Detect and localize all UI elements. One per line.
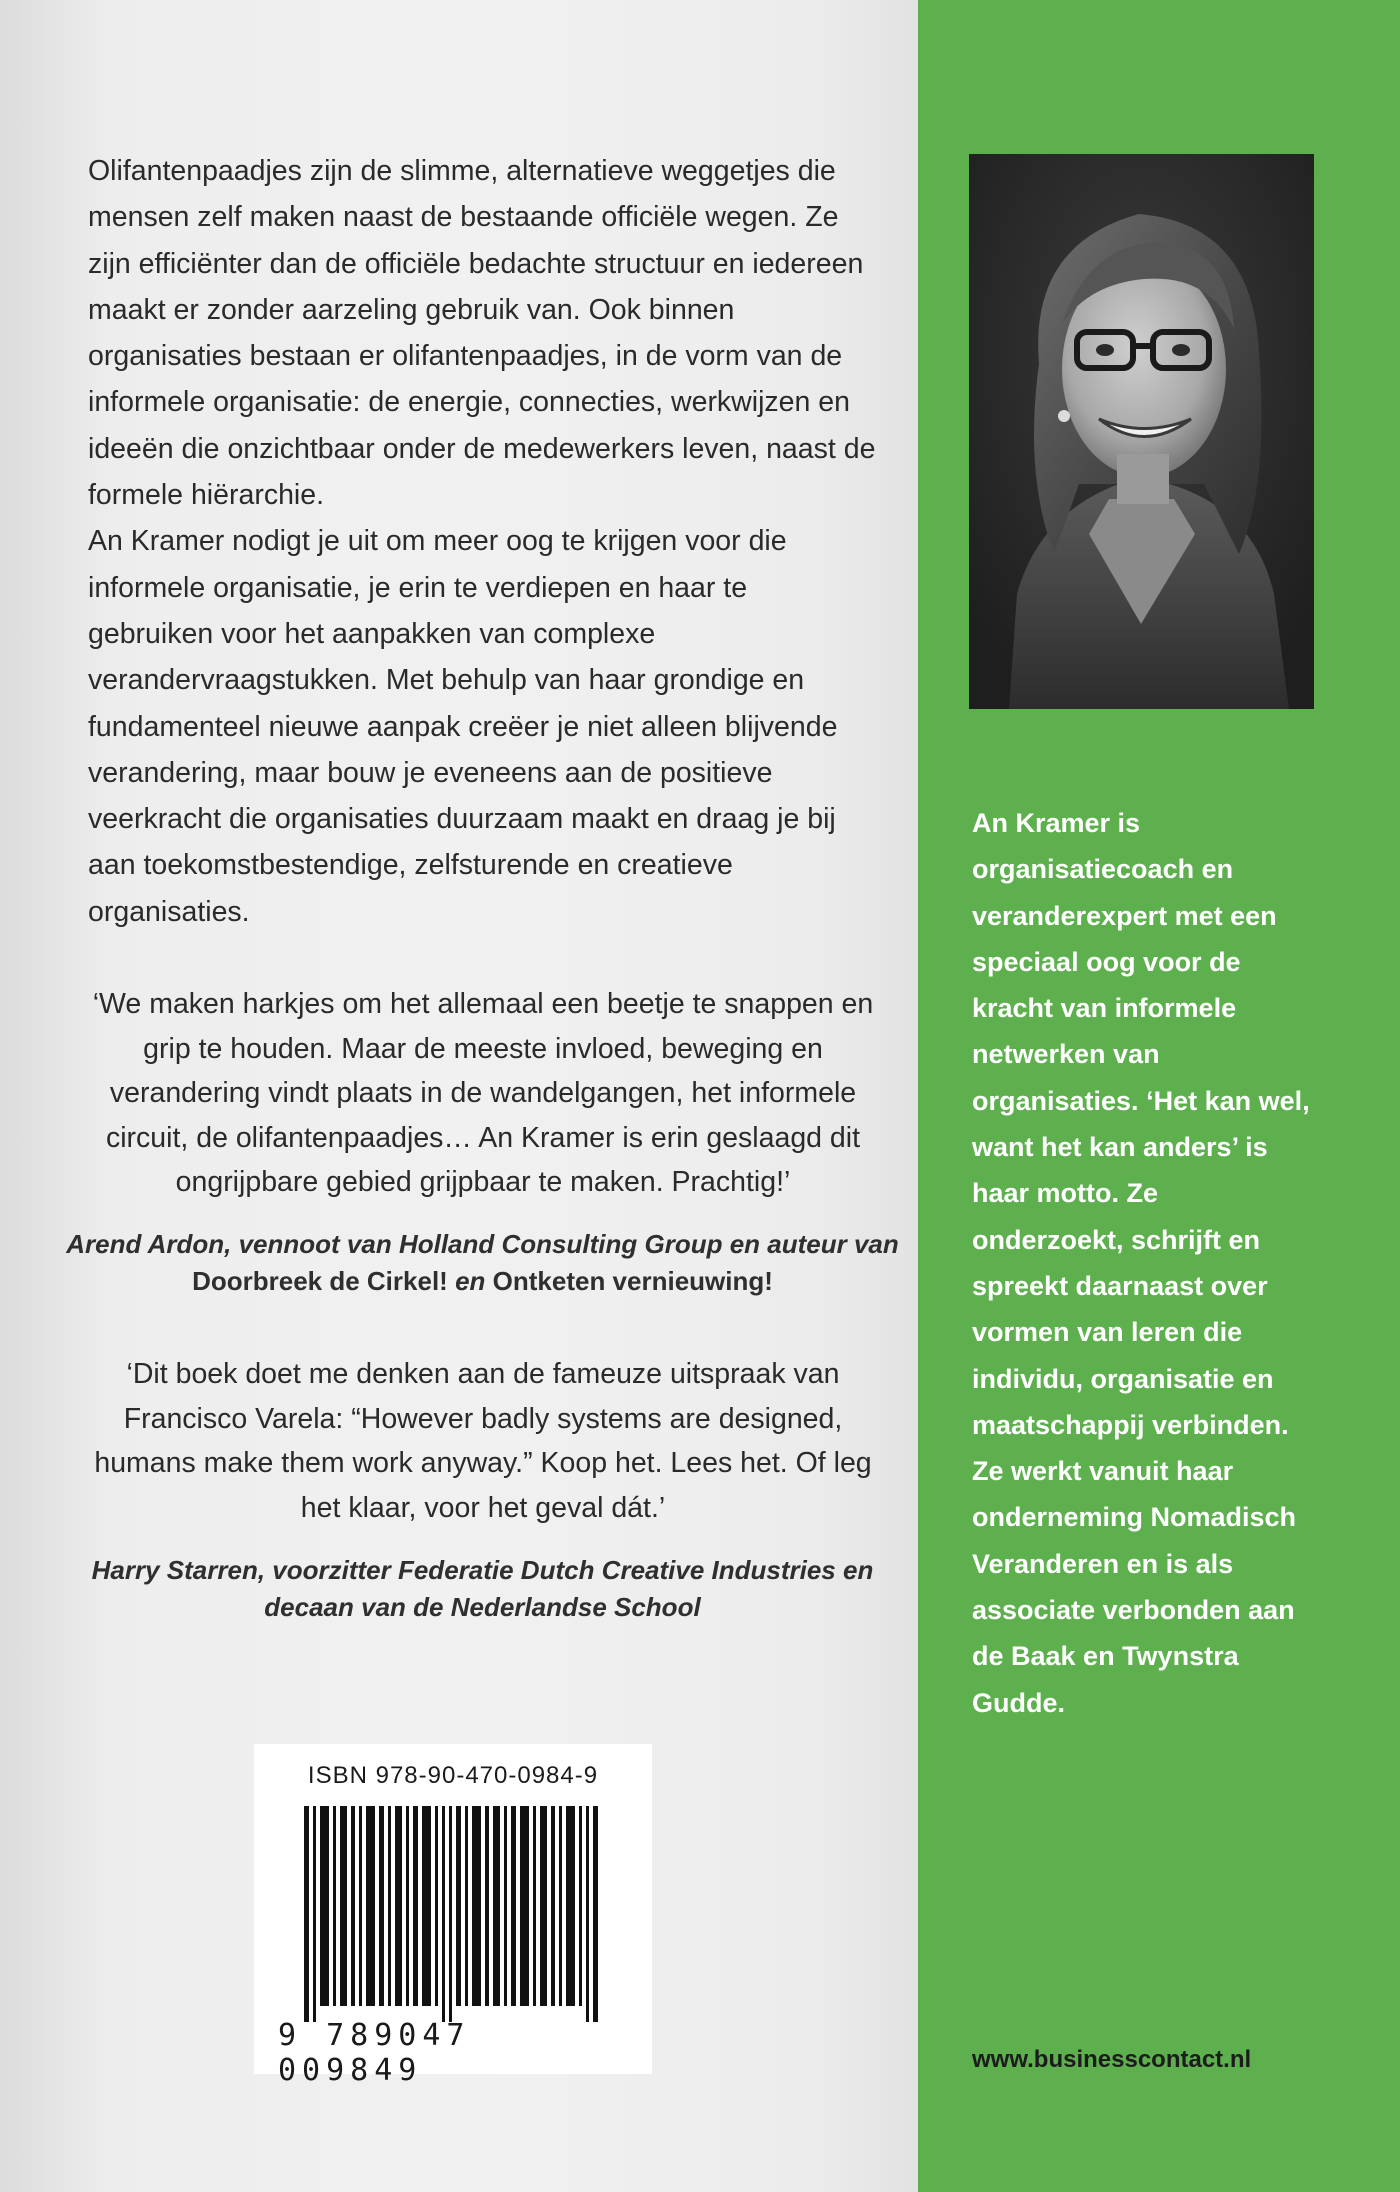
author-bio: An Kramer is organisatiecoach en veranderexpert met een speciaal oog voor de kracht van informele netwerken van organisaties. ‘Het kan wel, want het kan anders’ is haar motto. Ze onderzoekt, schrijft en spreekt daarnaast over vormen van leren die individu, organisatie en maatschappij verbinden. Ze werkt vanuit haar onderneming Nomadisch Veranderen en is als associate verbonden aan de Baak en Twynstra Gudde.: [972, 808, 1310, 1718]
blurb-text: [88, 148, 878, 935]
attribution-1-book-2: Ontketen vernieuwing!: [492, 1265, 773, 1296]
isbn-label: ISBN 978-90-470-0984-9: [307, 1762, 599, 1789]
barcode-bars: [254, 1806, 652, 2022]
isbn-barcode: [254, 1744, 652, 2088]
blurb-paragraph-1: Olifantenpaadjes zijn de slimme, alternatieve weggetjes die mensen zelf maken naast de bestaande officiële wegen. Ze zijn efficiënter dan de officiële bedachte structuur en iedereen maakt er zonder aarzeling gebruik van. Ook binnen organisaties bestaan er olifantenpaadjes, in de vorm van de informele organisatie: de energie, connecties, werkwijzen en ideeën die onzichtbaar onder de medewerkers leven, naast de formele hiërarchie.: [88, 155, 876, 512]
barcode-digits: 9 789047 009849: [278, 2018, 471, 2088]
attribution-1-book-1: Doorbreek de Cirkel!: [192, 1265, 448, 1296]
author-portrait-image: [969, 154, 1314, 709]
review-quote-1: ‘We maken harkjes om het allemaal een beetje te snappen en grip te houden. Maar de meeste invloed, beweging en verandering vindt plaats in de wandelgangen, het informele circuit, de olifantenpaadjes… An Kramer is erin geslaagd dit ongrijpbare gebied grijpbaar te maken. Prachtig!’: [92, 988, 874, 1198]
blurb-paragraph-2: An Kramer nodigt je uit om meer oog te krijgen voor die informele organisatie, je erin te verdiepen en haar te gebruiken voor het aanpakken van complexe verandervraagstukken. Met behulp van haar grondige en fundamenteel nieuwe aanpak creëer je niet alleen blijvende verandering, maar bouw je eveneens aan de positieve veerkracht die organisaties duurzaam maakt en draag je bij aan toekomstbestendige, zelfsturende en creatieve organisaties.: [88, 525, 838, 928]
review-attribution-2: Harry Starren, voorzitter Federatie Dutch Creative Industries en decaan van de Nederlandse School: [91, 1555, 874, 1622]
author-photo: [969, 154, 1314, 709]
review-quote-2: ‘Dit boek doet me denken aan de fameuze uitspraak van Francisco Varela: “However badly systems are designed, humans make them work anyway.” Koop het. Lees het. Of leg het klaar, voor het geval dát.’: [94, 1358, 872, 1524]
publisher-website[interactable]: www.businesscontact.nl: [972, 2046, 1252, 2073]
attribution-1-name: Arend Ardon, vennoot van Holland Consulting Group en auteur van: [66, 1229, 899, 1259]
review-attribution-1: [60, 1226, 905, 1299]
attribution-1-and: en: [455, 1265, 486, 1296]
